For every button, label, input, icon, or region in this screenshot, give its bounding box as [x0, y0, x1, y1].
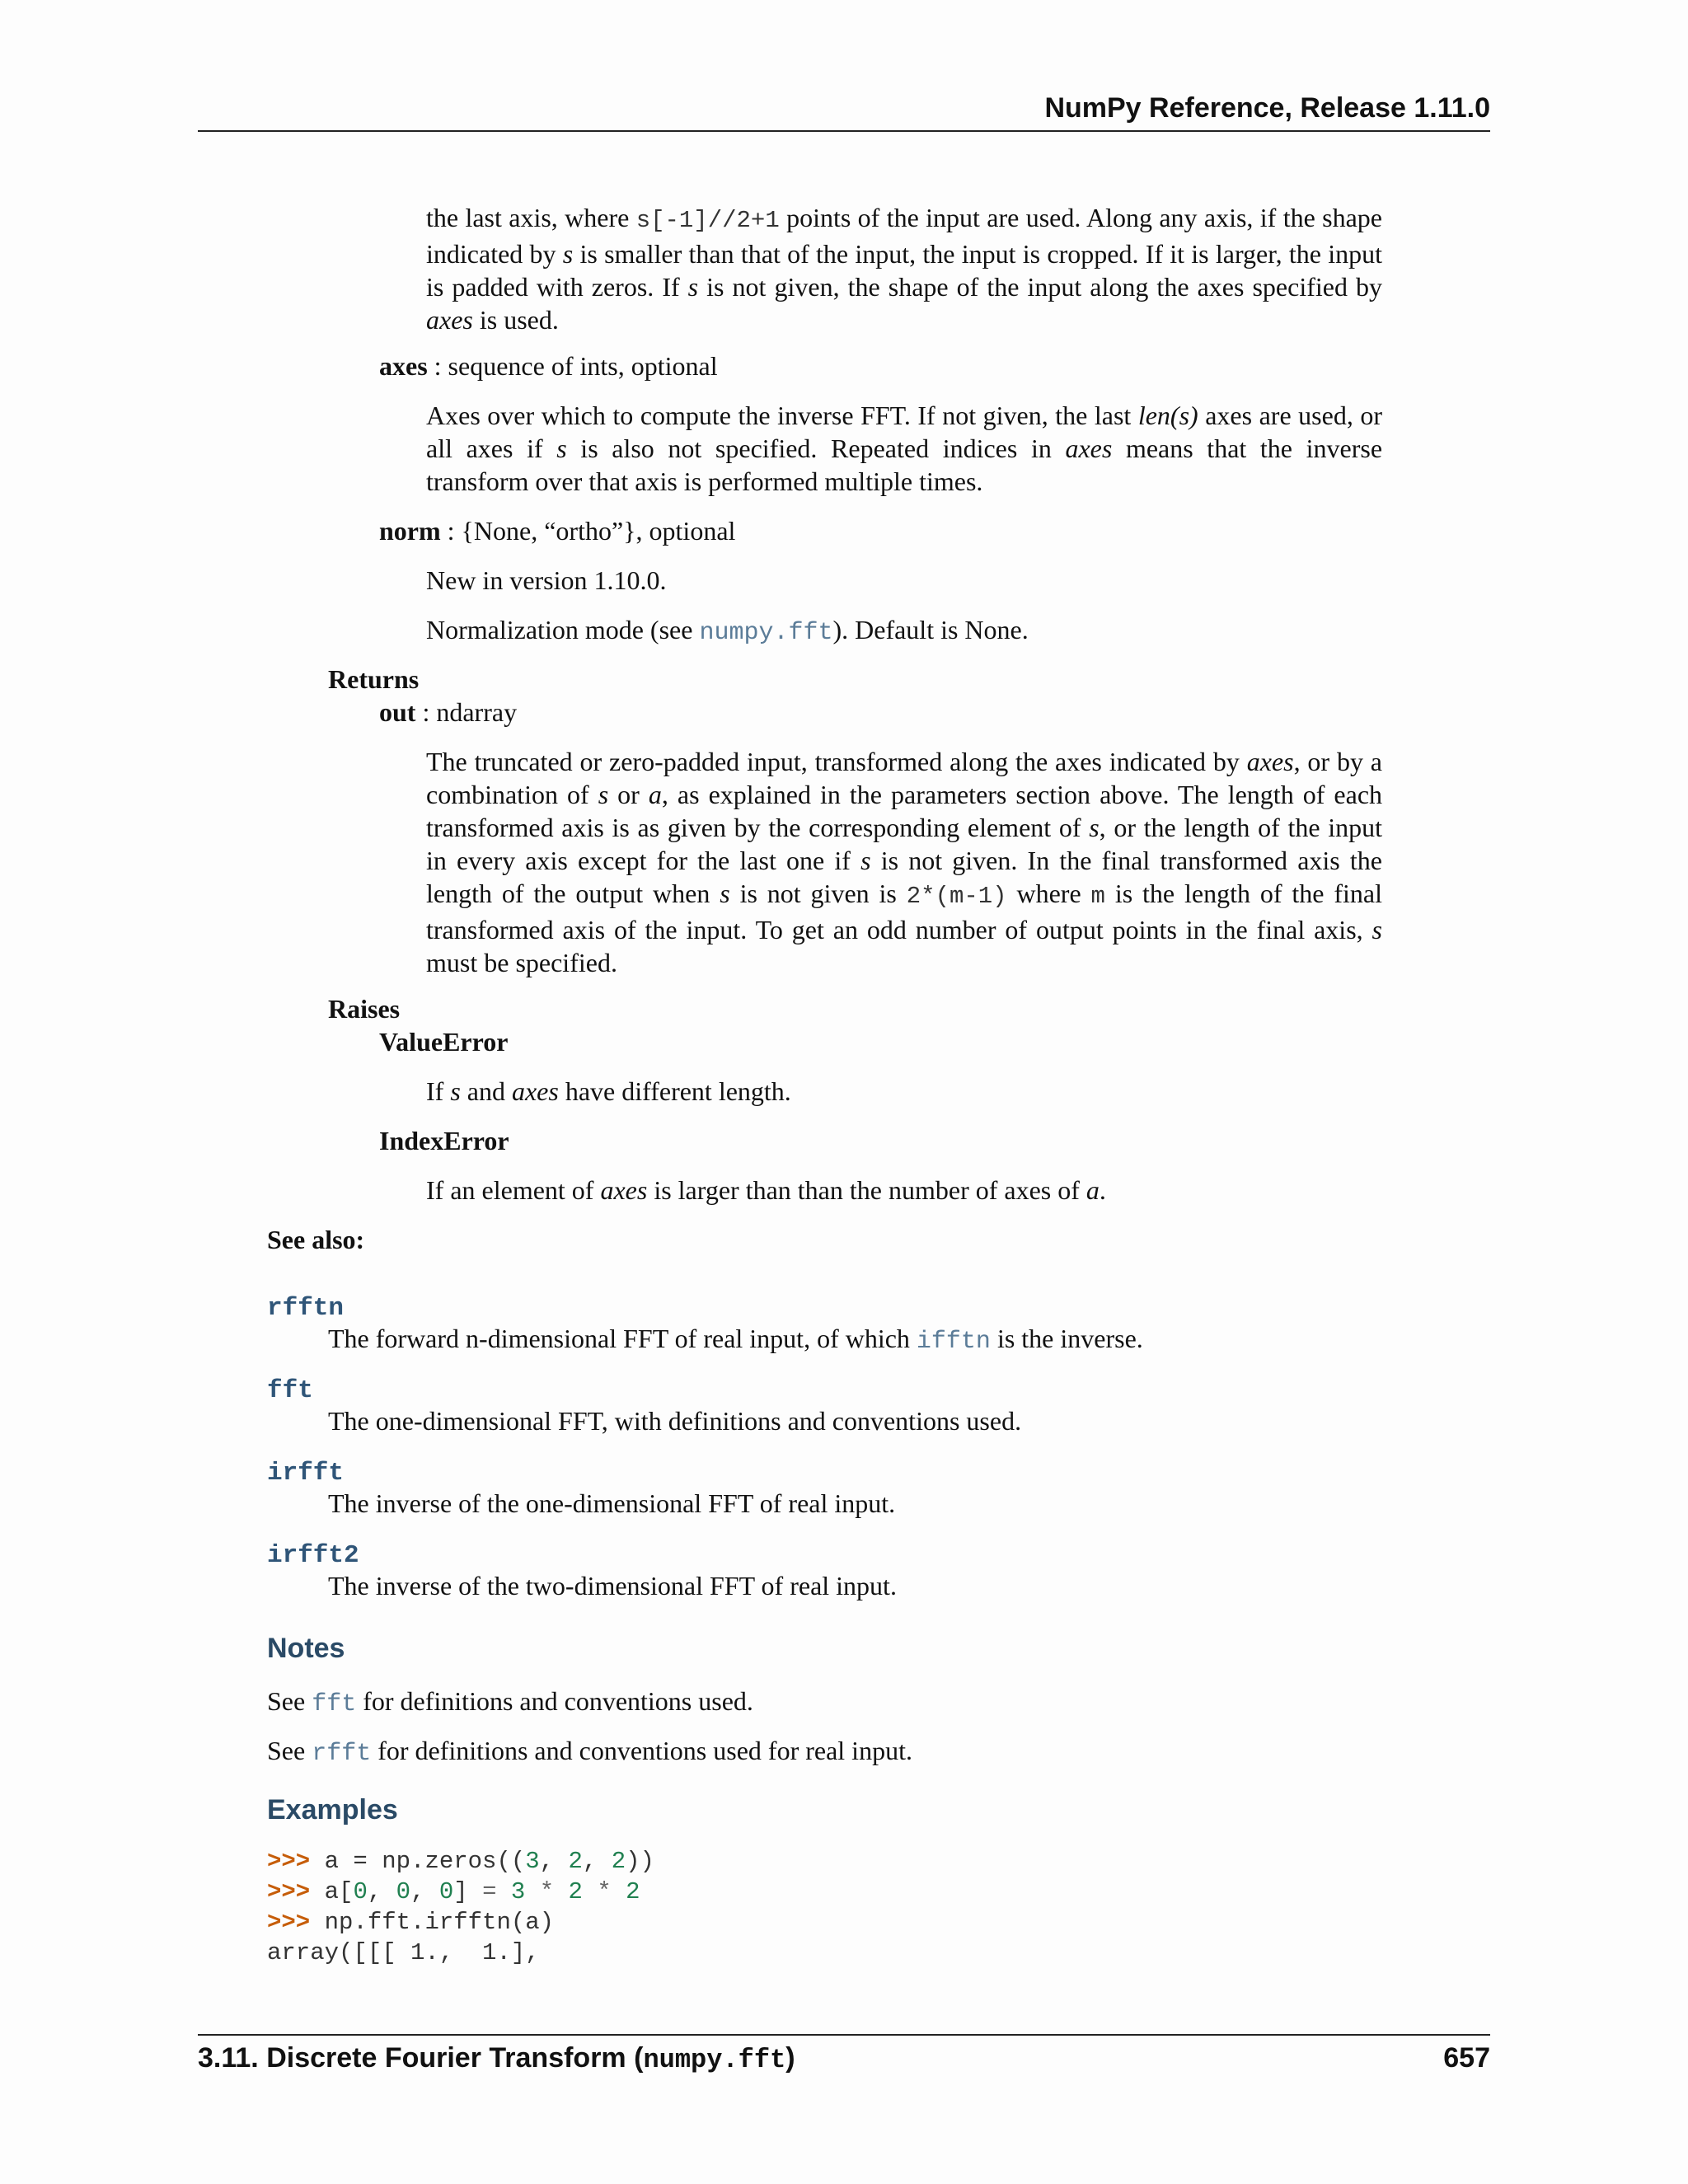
text: See — [267, 1686, 312, 1716]
italic-term: s — [1089, 813, 1100, 842]
code-text: , — [539, 1848, 569, 1875]
version-note: New in version 1.10.0. — [426, 565, 667, 595]
text: axes are used, or all axes if — [426, 401, 1383, 463]
value-error-name — [379, 1025, 508, 1058]
notes-paragraph-1 — [267, 1685, 753, 1721]
raises-heading — [328, 992, 400, 1025]
notes-paragraph-2 — [267, 1734, 912, 1770]
rfft-notes-link[interactable]: rfft — [312, 1740, 372, 1768]
exception-name: IndexError — [379, 1126, 509, 1155]
index-error-name — [379, 1124, 509, 1157]
running-header: NumPy Reference, Release 1.11.0 — [1044, 92, 1490, 124]
value-error-description — [426, 1075, 791, 1108]
text: , or by a combination of — [426, 747, 1383, 809]
text: or — [608, 780, 649, 809]
section-label: Raises — [328, 994, 401, 1024]
italic-term: s — [687, 272, 699, 302]
footer-rule — [198, 2034, 1490, 2036]
text: If an element of — [426, 1175, 601, 1205]
examples-heading: Examples — [267, 1794, 398, 1825]
italic-term: len(s) — [1137, 401, 1198, 430]
irfft-link[interactable]: irfft — [267, 1459, 345, 1488]
italic-term: s — [598, 780, 609, 809]
see-also-desc-rfftn — [328, 1322, 1143, 1358]
section-label: See also: — [267, 1225, 365, 1254]
italic-term: axes — [426, 305, 473, 335]
see-also-item-irfft2 — [267, 1536, 359, 1572]
see-also-item-fft — [267, 1371, 313, 1408]
inline-code: s[-1]//2+1 — [635, 207, 780, 234]
irfft2-link[interactable]: irfft2 — [267, 1541, 359, 1570]
code-number: 2 — [626, 1878, 640, 1905]
text: points of the input are used. Along any axis, if the shape indicated by — [426, 203, 1382, 269]
text: is the inverse. — [990, 1324, 1143, 1353]
code-text: np.fft.irfftn(a) — [310, 1909, 555, 1936]
inline-code: 2*(m-1) — [906, 883, 1007, 910]
see-also-item-rfftn — [267, 1289, 344, 1325]
text: have different length. — [558, 1076, 791, 1106]
italic-term: s — [450, 1076, 461, 1106]
param-axes-signature — [379, 349, 718, 382]
code-number: 2 — [568, 1848, 583, 1875]
page-number: 657 — [1443, 2042, 1490, 2074]
prompt: >>> — [267, 1848, 311, 1875]
italic-term: s — [562, 239, 574, 269]
text: Normalization mode (see — [426, 615, 700, 644]
return-name: out — [379, 697, 416, 727]
text: for definitions and conventions used. — [356, 1686, 753, 1716]
see-also-desc-irfft2: The inverse of the two-dimensional FFT of real input. — [328, 1571, 897, 1601]
param-type: : sequence of ints, optional — [427, 351, 718, 381]
example-code-block — [267, 1846, 654, 1968]
code-text: a = np.zeros(( — [310, 1848, 526, 1875]
code-number: 0 — [438, 1878, 454, 1905]
code-text: , — [367, 1878, 396, 1905]
text: The forward n-dimensional FFT of real input, of which — [328, 1324, 917, 1353]
italic-term: s — [720, 879, 730, 908]
code-text — [525, 1878, 539, 1905]
text: for definitions and conventions used for real input. — [371, 1736, 912, 1765]
text: and — [460, 1076, 512, 1106]
inline-code: m — [1090, 883, 1105, 910]
italic-term: s — [556, 434, 567, 463]
code-text: , — [410, 1878, 439, 1905]
italic-term: axes — [600, 1175, 648, 1205]
header-rule — [198, 130, 1490, 132]
numpy-fft-link[interactable]: numpy.fft — [699, 619, 833, 647]
italic-term: a — [648, 780, 662, 809]
param-norm-signature — [379, 514, 735, 547]
code-text: )) — [626, 1848, 654, 1875]
code-text: , — [582, 1848, 612, 1875]
text: is also not specified. Repeated indices in — [566, 434, 1066, 463]
text: , as explained in the parameters section above. The length of each transformed axis is as given by the corresponding element of — [426, 780, 1383, 842]
text: If — [426, 1076, 451, 1106]
footer-text: 3.11. Discrete Fourier Transform ( — [198, 2042, 644, 2074]
param-type: : {None, “ortho”}, optional — [440, 516, 736, 546]
code-text: a[ — [310, 1878, 354, 1905]
return-out-signature — [379, 696, 517, 729]
rfftn-link[interactable]: rfftn — [267, 1294, 345, 1323]
param-name: norm — [379, 516, 441, 546]
text: See — [267, 1736, 312, 1765]
text: means that the inverse transform over that axis is performed multiple times. — [426, 434, 1383, 496]
text: . — [1099, 1175, 1106, 1205]
see-also-item-irfft — [267, 1454, 344, 1490]
italic-term: a — [1085, 1175, 1100, 1205]
code-text — [497, 1878, 511, 1905]
italic-term: axes — [511, 1076, 559, 1106]
footer-text: ) — [785, 2042, 795, 2074]
footer-code: numpy.fft — [643, 2045, 786, 2075]
code-output-line: array([[[ 1., 1.], — [267, 1939, 540, 1966]
text: is the length of the final transformed axis of the input. To get an odd number of output points in the final axis, — [426, 879, 1383, 944]
code-text — [554, 1878, 568, 1905]
param-norm-description — [426, 613, 1029, 649]
exception-name: ValueError — [379, 1027, 509, 1057]
italic-term: axes — [1065, 434, 1113, 463]
see-also-desc-irfft: The inverse of the one-dimensional FFT of real input. — [328, 1488, 896, 1518]
see-also-desc-fft: The one-dimensional FFT, with definitions and conventions used. — [328, 1406, 1022, 1436]
code-number: 2 — [611, 1848, 626, 1875]
index-error-description — [426, 1174, 1106, 1207]
code-number: 3 — [525, 1848, 540, 1875]
prompt: >>> — [267, 1878, 311, 1905]
param-name: axes — [379, 351, 428, 381]
text: is larger than than the number of axes of — [647, 1175, 1086, 1205]
italic-term: s — [1372, 915, 1382, 944]
text: where — [1006, 879, 1091, 908]
text: is not given is — [729, 879, 907, 908]
text: is not given. In the final transformed axis the length of the output when — [426, 846, 1383, 908]
param-s-description — [426, 201, 1382, 336]
text: , or the length of the input in every axis except for the last one if — [426, 813, 1383, 875]
text: the last axis, where — [426, 203, 636, 232]
code-line-3 — [267, 1907, 654, 1938]
text: is smaller than that of the input, the input is cropped. If it is larger, the input is padded with zeros. If — [426, 239, 1383, 302]
text: Axes over which to compute the inverse FFT. If not given, the last — [426, 401, 1138, 430]
param-axes-description — [426, 399, 1382, 498]
section-label: Returns — [328, 664, 420, 694]
text: must be specified. — [426, 948, 617, 977]
text: is not given, the shape of the input along the axes specified by — [698, 272, 1383, 302]
returns-heading — [328, 663, 419, 696]
see-also-heading — [267, 1223, 364, 1256]
prompt: >>> — [267, 1909, 311, 1936]
code-number: 2 — [568, 1878, 583, 1905]
italic-term: s — [860, 846, 871, 875]
code-line-1 — [267, 1846, 654, 1877]
fft-link[interactable]: fft — [267, 1376, 313, 1405]
code-text — [583, 1878, 597, 1905]
code-text — [612, 1878, 626, 1905]
code-line-2 — [267, 1877, 654, 1907]
italic-term: axes — [1246, 747, 1294, 776]
code-operator: * — [597, 1878, 612, 1905]
text: is used. — [472, 305, 559, 335]
footer-section-title — [198, 2042, 795, 2075]
notes-heading: Notes — [267, 1633, 345, 1664]
code-operator: = — [482, 1878, 497, 1905]
code-number: 0 — [396, 1878, 411, 1905]
text: ). Default is None. — [832, 615, 1029, 644]
code-number: 3 — [510, 1878, 526, 1905]
text: The truncated or zero-padded input, transformed along the axes indicated by — [426, 747, 1247, 776]
code-operator: * — [539, 1878, 555, 1905]
return-out-description — [426, 745, 1382, 979]
ifftn-link[interactable]: ifftn — [916, 1328, 991, 1356]
fft-notes-link[interactable]: fft — [312, 1690, 357, 1718]
return-type: : ndarray — [415, 697, 518, 727]
code-number: 0 — [353, 1878, 368, 1905]
code-text: ] — [453, 1878, 483, 1905]
